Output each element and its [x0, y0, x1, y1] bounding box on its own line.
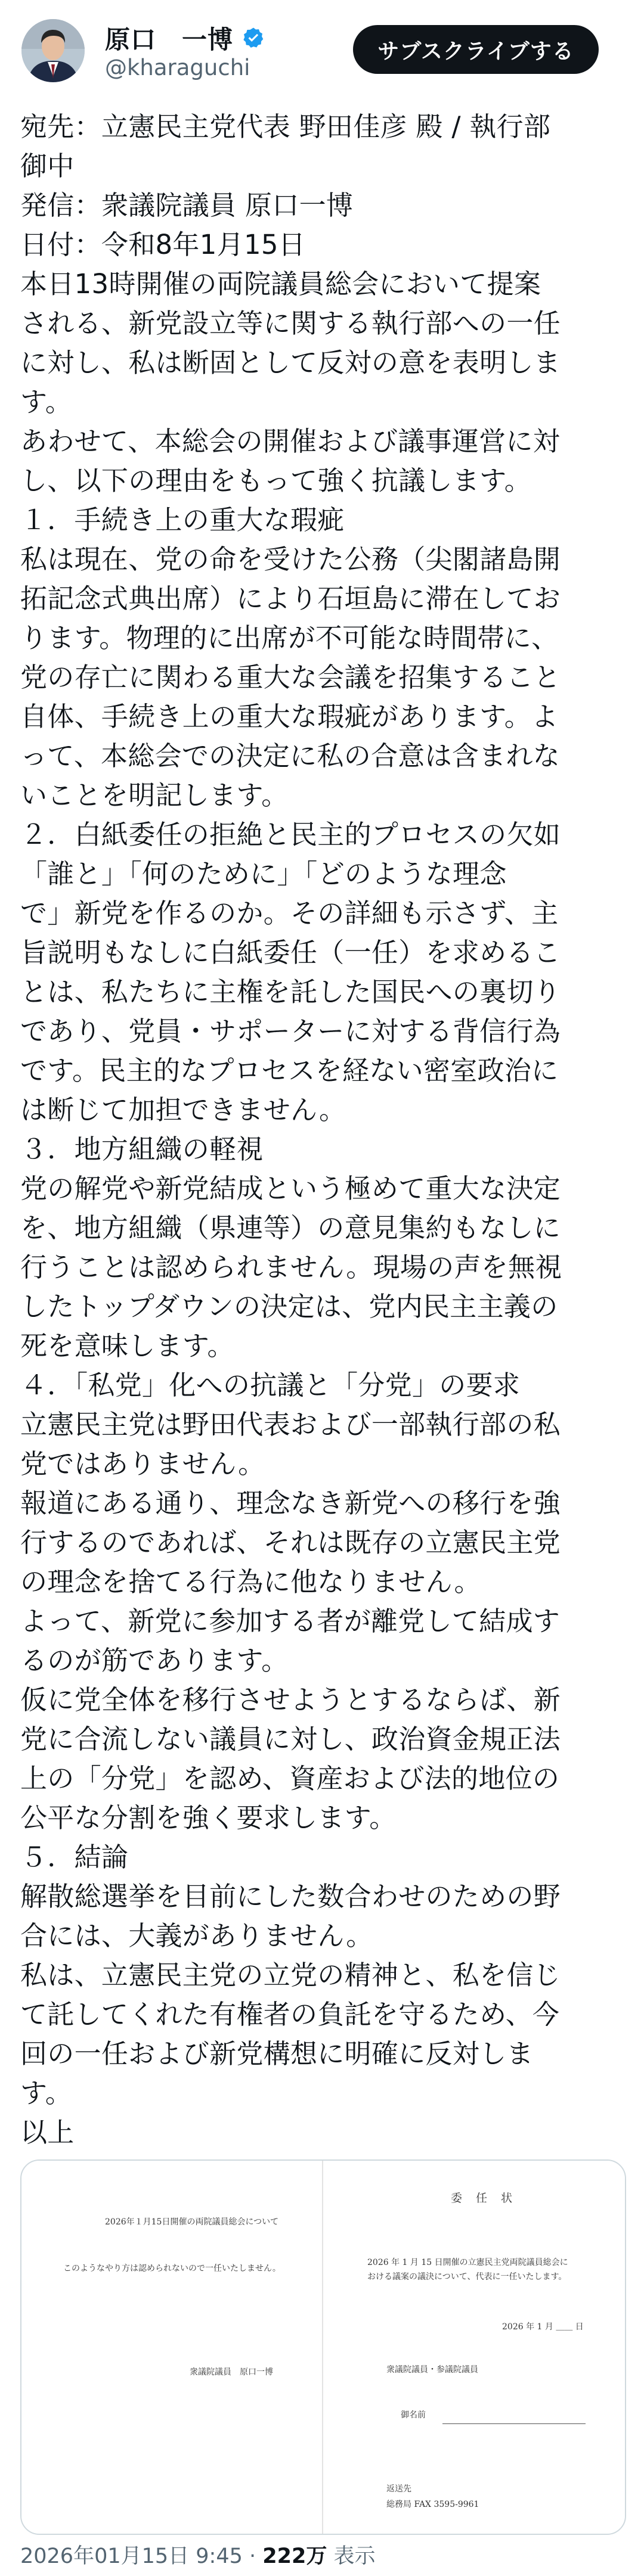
post-text-line: いことを明記します。: [20, 779, 289, 811]
statement-signature: 衆議院議員 原口一博: [190, 2367, 273, 2377]
post-text-line: 党の存亡に関わる重大な会議を招集すること: [20, 661, 561, 693]
post-text-line: 宛先：立憲民主党代表 野田佳彦 殿 / 執行部: [20, 111, 551, 142]
avatar[interactable]: [21, 19, 85, 82]
post-text-line: 上の「分党」を認め、資産および法的地位の: [20, 1763, 560, 1794]
post-text: [20, 107, 623, 2152]
post-text-line: です。民主的なプロセスを経ない密室政治に: [20, 1055, 559, 1086]
proxy-form-date: 2026 年 1 月 ＿＿ 日: [502, 2322, 584, 2332]
proxy-form-members: 衆議院議員・参議院議員: [386, 2365, 478, 2375]
post-text-line: て託してくれた有権者の負託を守るため、今: [20, 1999, 560, 2030]
view-count: 222万: [262, 2544, 327, 2568]
post-text-line: 立憲民主党は野田代表および一部執行部の私: [20, 1409, 561, 1440]
author-handle[interactable]: @kharaguchi: [105, 55, 250, 80]
post-text-line: 仮に党全体を移行させようとするならば、新: [20, 1684, 561, 1716]
post-text-line: 日付：令和8年1月15日: [20, 229, 306, 260]
post-header: [0, 0, 644, 101]
post-text-line: 公平な分割を強く要求します。: [20, 1802, 397, 1834]
post-text-line: とは、私たちに主権を託した国民への裏切り: [20, 976, 561, 1008]
post-text-line: に対し、私は断固として反対の意を表明しま: [20, 347, 561, 378]
statement-body: このようなやり方は認められないので一任いたしません。: [63, 2264, 281, 2273]
post-text-line: であり、党員・サポーターに対する背信行為: [20, 1015, 561, 1047]
post-text-line: あわせて、本総会の開催および議事運営に対: [20, 425, 561, 457]
proxy-form-signature-label: 御名前: [401, 2410, 426, 2420]
post-text-line: 「誰と」「何のために」「どのような理念: [20, 858, 507, 890]
proxy-form-line1: 2026 年 1 月 15 日開催の立憲民主党両院議員総会に: [367, 2258, 568, 2267]
post-text-line: 自体、手続き上の重大な瑕疵があります。よ: [20, 701, 559, 732]
post-text-line: 私は現在、党の命を受けた公務（尖閣諸島開: [20, 543, 561, 575]
avatar-photo: [21, 19, 85, 82]
post-meta: [20, 2540, 376, 2569]
post-text-line: 御中: [20, 150, 75, 182]
post-text-line: 旨説明もなしに白紙委任（一任）を求めるこ: [20, 937, 561, 968]
post-text-line: 発信：衆議院議員 原口一博: [20, 189, 354, 221]
post-text-line: って、本総会での決定に私の合意は含まれな: [20, 740, 561, 772]
post-text-line: るのが筋であります。: [20, 1645, 289, 1676]
post-text-line: ３．地方組織の軽視: [20, 1133, 264, 1165]
attached-image-proxy-form[interactable]: [323, 2161, 625, 2534]
post-text-line: よって、新党に参加する者が離党して結成す: [20, 1605, 561, 1637]
post-text-line: 党の解党や新党結成という極めて重大な決定: [20, 1173, 561, 1204]
verified-badge-icon: [242, 26, 265, 50]
post-text-line: ５．結論: [20, 1841, 129, 1873]
post-text-line: 党ではありません。: [20, 1448, 265, 1480]
post-text-line: 死を意味します。: [20, 1330, 234, 1362]
view-count-label: 表示: [333, 2544, 376, 2568]
statement-heading: 2026年１月15日開催の両院議員総会について: [105, 2217, 279, 2227]
post-text-line: 党に合流しない議員に対し、政治資金規正法: [20, 1723, 561, 1755]
post-text-line: 合には、大義がありません。: [20, 1920, 373, 1952]
post-text-line: 本日13時開催の両院議員総会において提案: [20, 268, 541, 300]
post-text-line: 以上: [20, 2117, 75, 2148]
post-text-line: １．手続き上の重大な瑕疵: [20, 504, 345, 536]
post-text-line: で」新党を作るのか。その詳細も示さず、主: [20, 897, 559, 929]
post-text-line: 拓記念式典出席）により石垣島に滞在してお: [20, 583, 561, 614]
post-text-line: の理念を捨てる行為に他なりません。: [20, 1566, 481, 1598]
post-timestamp[interactable]: 2026年01月15日 9:45: [20, 2544, 243, 2568]
attached-image-statement[interactable]: [21, 2161, 323, 2534]
attached-images[interactable]: [20, 2159, 626, 2535]
meta-separator: ·: [249, 2544, 256, 2568]
subscribe-button[interactable]: サブスクライブする: [353, 25, 599, 74]
post-text-line: ります。物理的に出席が不可能な時間帯に、: [20, 622, 559, 654]
post-text-line: したトップダウンの決定は、党内民主主義の: [20, 1291, 558, 1322]
post-text-line: 私は、立憲民主党の立党の精神と、私を信じ: [20, 1959, 561, 1991]
post-text-line: は断じて加担できません。: [20, 1094, 346, 1126]
author-name[interactable]: 原口 一博: [105, 25, 234, 54]
post-text-line: ２．白紙委任の拒絶と民主的プロセスの欠如: [20, 819, 561, 850]
post-text-line: 行するのであれば、それは既存の立憲民主党: [20, 1527, 561, 1558]
post-text-line: す。: [20, 2077, 73, 2109]
post-text-line: 報道にある通り、理念なき新党への移行を強: [20, 1487, 561, 1519]
post-text-line: 解散総選挙を目前にした数合わせのための野: [20, 1881, 561, 1912]
proxy-form-return-label: 返送先: [386, 2484, 411, 2494]
proxy-form-office: 総務局 FAX 3595-9961: [386, 2500, 479, 2509]
signature-line: [442, 2423, 586, 2424]
post-text-line: 行うことは認められません。現場の声を無視: [20, 1251, 562, 1283]
proxy-form-line2: おける議案の議決について、代表に一任いたします。: [367, 2272, 567, 2282]
post-text-line: す。: [20, 386, 73, 418]
post-text-line: される、新党設立等に関する執行部への一任: [20, 307, 561, 339]
post-text-line: を、地方組織（県連等）の意見集約もなしに: [20, 1212, 561, 1244]
post-text-line: 回の一任および新党構想に明確に反対しま: [20, 2038, 534, 2069]
proxy-form-title: 委 任 状: [451, 2192, 514, 2205]
post-text-line: ４．「私党」化への抗議と「分党」の要求: [20, 1369, 521, 1401]
post-text-line: し、以下の理由をもって強く抗議します。: [20, 465, 532, 496]
